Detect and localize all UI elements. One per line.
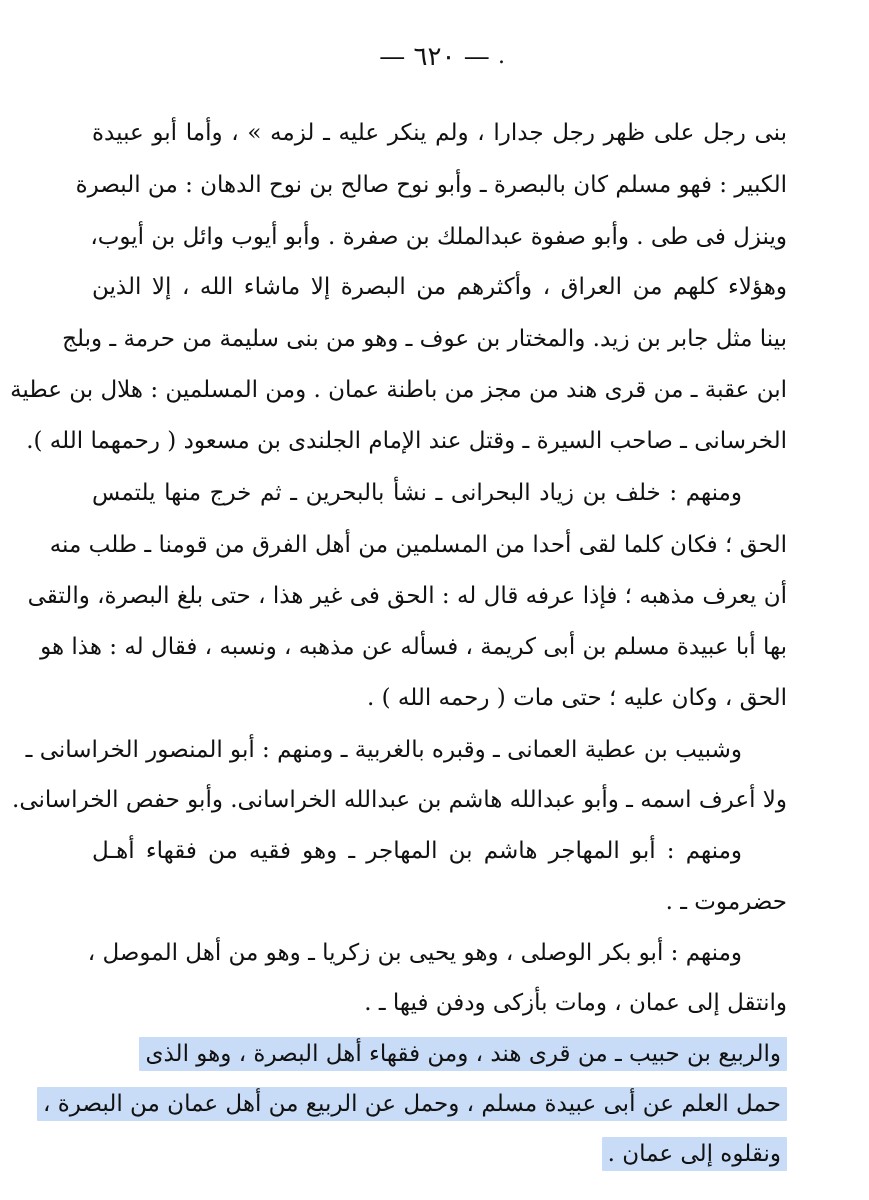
text-highlight: ونقلوه إلى عمان .	[602, 1137, 787, 1171]
highlighted-text-line	[92, 1137, 787, 1171]
text-line: وينزل فى طى . وأبو صفوة عبدالملك بن صفرة . وأبو أيوب وائل بن أيوب،	[90, 224, 787, 250]
text-line: ابن عقبة ـ من قرى هند من مجز من باطنة عمان . ومن المسلمين : هلال بن عطية	[10, 377, 787, 403]
text-line: ومنهم : خلف بن زياد البحرانى ـ نشأ بالبحرين ـ ثم خرج منها يلتمس	[92, 480, 742, 506]
text-highlight: حمل العلم عن أبى عبيدة مسلم ، وحمل عن الربيع من أهل عمان من البصرة ،	[37, 1087, 787, 1121]
text-line: بها أبا عبيدة مسلم بن أبى كريمة ، فسأله عن مذهبه ، ونسبه ، فقال له : هذا هو	[40, 634, 787, 660]
text-line: حضرموت ـ .	[665, 889, 787, 915]
text-line: وانتقل إلى عمان ، ومات بأزكى ودفن فيها ـ .	[364, 990, 787, 1016]
page-dot: .	[498, 44, 505, 69]
text-line: ولا أعرف اسمه ـ وأبو عبدالله هاشم بن عبدالله الخراسانى. وأبو حفص الخراسانى.	[12, 787, 787, 813]
text-line: الكبير : فهو مسلم كان بالبصرة ـ وأبو نوح صالح بن نوح الدهان : من البصرة	[75, 172, 787, 198]
text-line: الحق ؛ فكان كلما لقى أحدا من المسلمين من أهل الفرق من قومنا ـ طلب منه	[49, 532, 787, 558]
text-line: ومنهم : أبو بكر الوصلى ، وهو يحيى بن زكريا ـ وهو من أهل الموصل ،	[87, 940, 742, 966]
text-line: الخرسانى ـ صاحب السيرة ـ وقتل عند الإمام الجلندى بن مسعود ( رحمهما الله ).	[26, 428, 787, 454]
text-line: بنى رجل على ظهر رجل جدارا ، ولم ينكر عليه ـ لزمه » ، وأما أبو عبيدة	[92, 120, 787, 146]
page-number: — ٦٢٠ —	[379, 42, 490, 72]
text-line: بينا مثل جابر بن زيد. والمختار بن عوف ـ وهو من بنى سليمة من حرمة ـ وبلج	[62, 326, 787, 352]
text-line: أن يعرف مذهبه ؛ فإذا عرفه قال له : الحق فى غير هذا ، حتى بلغ البصرة، والتقى	[27, 583, 787, 609]
text-line: ومنهم : أبو المهاجر هاشم بن المهاجر ـ وهو فقيه من فقهاء أهـل	[92, 838, 742, 864]
text-line: وهؤلاء كلهم من العراق ، وأكثرهم من البصرة إلا ماشاء الله ، إلا الذين	[92, 274, 787, 300]
text-line: وشبيب بن عطية العمانى ـ وقبره بالغربية ـ ومنهم : أبو المنصور الخراسانى ـ	[25, 737, 742, 763]
highlighted-text-line	[92, 1037, 787, 1071]
text-highlight: والربيع بن حبيب ـ من قرى هند ، ومن فقهاء أهل البصرة ، وهو الذى	[139, 1037, 787, 1071]
text-line: الحق ، وكان عليه ؛ حتى مات ( رحمه الله ) .	[366, 685, 787, 711]
highlighted-text-line	[42, 1087, 787, 1121]
